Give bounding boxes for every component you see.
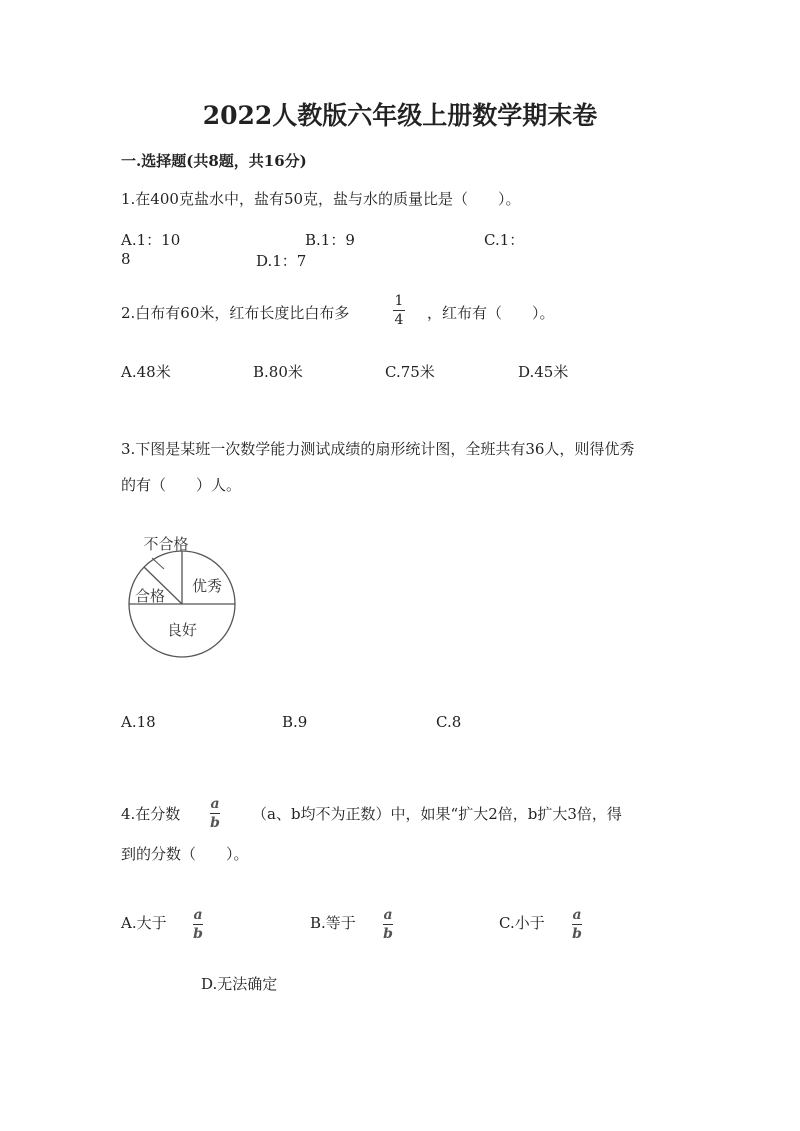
question-3-line-2: 的有（ ）人。 — [121, 476, 242, 494]
pie-chart — [122, 525, 247, 665]
q4-option-d: D.无法确定 — [201, 975, 278, 993]
fraction-denominator: b — [383, 926, 393, 942]
pie-label-good: 良好 — [166, 621, 198, 639]
pie-label-leader — [152, 558, 164, 569]
question-4-text-before: 4.在分数 — [121, 805, 181, 823]
section-heading: 一.选择题(共8题，共16分) — [121, 152, 307, 170]
fraction-numerator: a — [193, 907, 203, 923]
q2-fraction-numerator: 1 — [394, 293, 404, 309]
q4-option-c: C.小于 — [499, 914, 545, 932]
fraction-bar — [210, 813, 220, 814]
q4-fraction-numerator: a — [210, 796, 220, 812]
fraction-bar — [572, 924, 582, 925]
fraction-denominator: b — [572, 926, 582, 942]
q2-option-b: B.80米 — [253, 363, 303, 381]
question-1-text: 1.在400克盐水中，盐有50克，盐与水的质量比是（ ）。 — [121, 190, 521, 208]
q3-option-c: C.8 — [436, 713, 462, 731]
q4-option-a-fraction — [193, 907, 203, 942]
question-2-text-after: ，红布有（ ）。 — [427, 304, 555, 322]
question-2-text-before: 2.白布有60米，红布长度比白布多 — [121, 304, 350, 322]
page-title: 2022人教版六年级上册数学期末卷 — [202, 101, 598, 130]
q3-option-a: A.18 — [121, 713, 156, 731]
q4-fraction-denominator: b — [210, 815, 220, 831]
q1-option-c-wrap: 8 — [121, 250, 131, 268]
fraction-numerator: a — [383, 907, 393, 923]
fraction-denominator: b — [193, 926, 203, 942]
q4-option-b-fraction — [383, 907, 393, 942]
question-3-line-1: 3.下图是某班一次数学能力测试成绩的扇形统计图，全班共有36人，则得优秀 — [121, 440, 635, 458]
q2-fraction-denominator: 4 — [394, 312, 404, 328]
q1-option-c: C.1： — [484, 231, 525, 249]
q4-option-c-fraction — [572, 907, 582, 942]
q4-option-a: A.大于 — [121, 914, 167, 932]
pie-label-pass: 合格 — [134, 587, 166, 605]
fraction-numerator: a — [572, 907, 582, 923]
q2-fraction — [393, 293, 405, 328]
q2-option-a: A.48米 — [121, 363, 171, 381]
q2-option-d: D.45米 — [518, 363, 569, 381]
fraction-bar — [193, 924, 203, 925]
q1-option-a: A.1：10 — [121, 231, 181, 249]
q4-option-b: B.等于 — [310, 914, 356, 932]
q3-option-b: B.9 — [282, 713, 308, 731]
q4-fraction — [210, 796, 220, 831]
question-4-line-2: 到的分数（ ）。 — [121, 845, 249, 863]
q2-option-c: C.75米 — [385, 363, 435, 381]
pie-label-fail: 不合格 — [143, 535, 189, 553]
fraction-bar — [393, 310, 405, 311]
pie-label-excellent: 优秀 — [191, 577, 223, 595]
q1-option-b: B.1：9 — [305, 231, 355, 249]
question-4-text-after: （a、b均不为正数）中，如果“扩大2倍，b扩大3倍，得 — [252, 805, 622, 823]
q1-option-d: D.1：7 — [256, 252, 307, 270]
fraction-bar — [383, 924, 393, 925]
